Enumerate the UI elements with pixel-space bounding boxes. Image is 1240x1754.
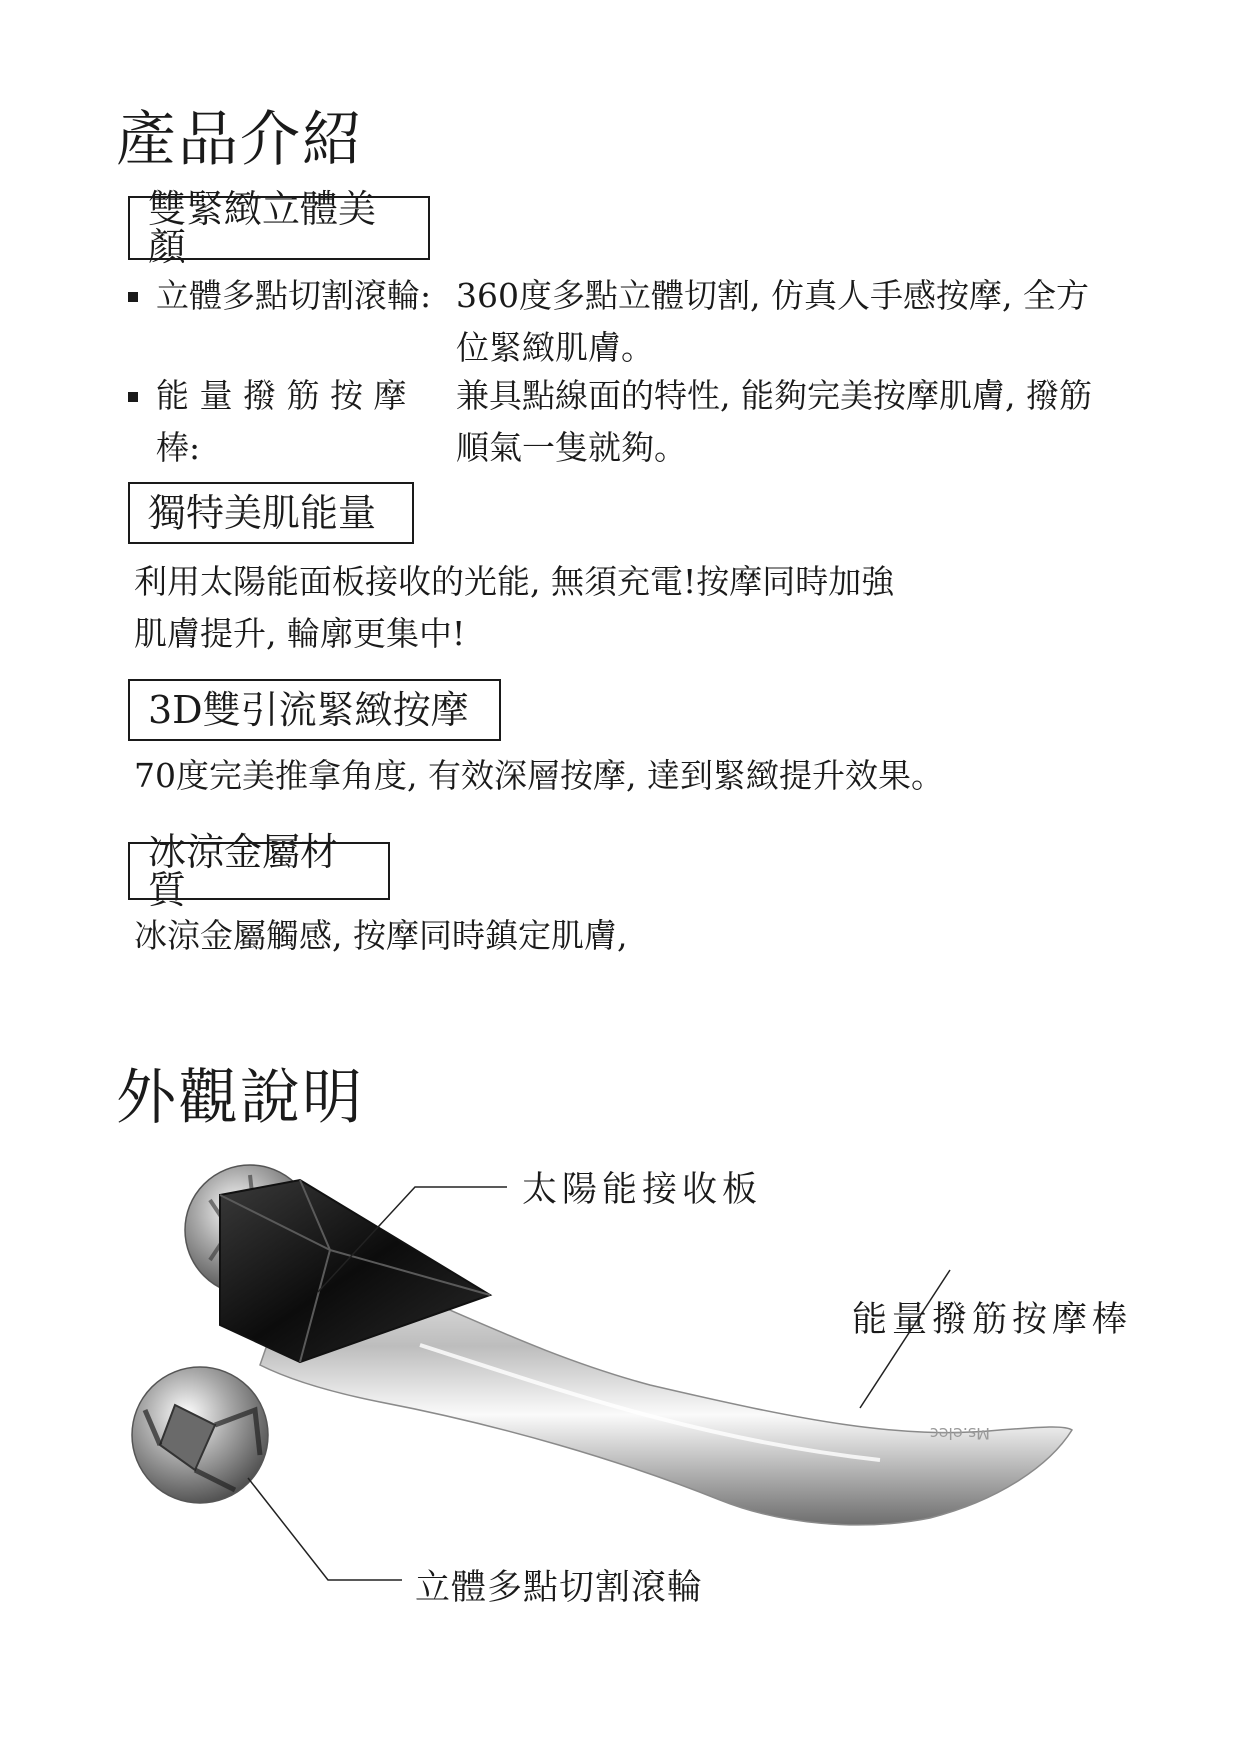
- feature-text-2a: 利用太陽能面板接收的光能, 無須充電!按摩同時加強: [134, 562, 895, 601]
- feature-text-4: 冰涼金屬觸感, 按摩同時鎮定肌膚,: [134, 916, 628, 955]
- feature-heading-2: 獨特美肌能量: [128, 482, 414, 544]
- bullet-square-icon: [128, 292, 138, 302]
- feature-text-3: 70度完美推拿角度, 有效深層按摩, 達到緊緻提升效果。: [134, 756, 944, 795]
- callout-label-solar-panel: 太陽能接收板: [522, 1170, 763, 1210]
- bullet-item-massage-bar: [128, 370, 1111, 474]
- bullet-description: 兼具點線面的特性, 能夠完美按摩肌膚, 撥筋順氣一隻就夠。: [456, 376, 1092, 467]
- engraving-text: Ms.elec: [929, 1424, 990, 1443]
- feature-heading-4: 冰涼金屬材質: [128, 842, 390, 900]
- bullet-description: 360度多點立體切割, 仿真人手感按摩, 全方位緊緻肌膚。: [456, 276, 1089, 367]
- bullet-label: 立體多點切割滾輪:: [156, 276, 432, 315]
- bullet-square-icon: [128, 392, 138, 402]
- page-title-appearance: 外觀說明: [116, 1063, 364, 1133]
- bullet-item-roller: [128, 270, 1111, 374]
- feature-text-2b: 肌膚提升, 輪廓更集中!: [134, 614, 466, 653]
- bullet-label: 能 量 撥 筋 按 摩 棒:: [156, 376, 407, 467]
- callout-line-roller: [248, 1478, 402, 1580]
- callout-label-roller: 立體多點切割滾輪: [415, 1568, 704, 1608]
- callout-label-massage-bar: 能量撥筋按摩棒: [852, 1300, 1133, 1340]
- page-title-intro: 產品介紹: [116, 105, 364, 175]
- feature-heading-1: 雙緊緻立體美顏: [128, 196, 430, 260]
- product-illustration: [0, 1140, 1240, 1620]
- feature-heading-3: 3D雙引流緊緻按摩: [128, 679, 501, 741]
